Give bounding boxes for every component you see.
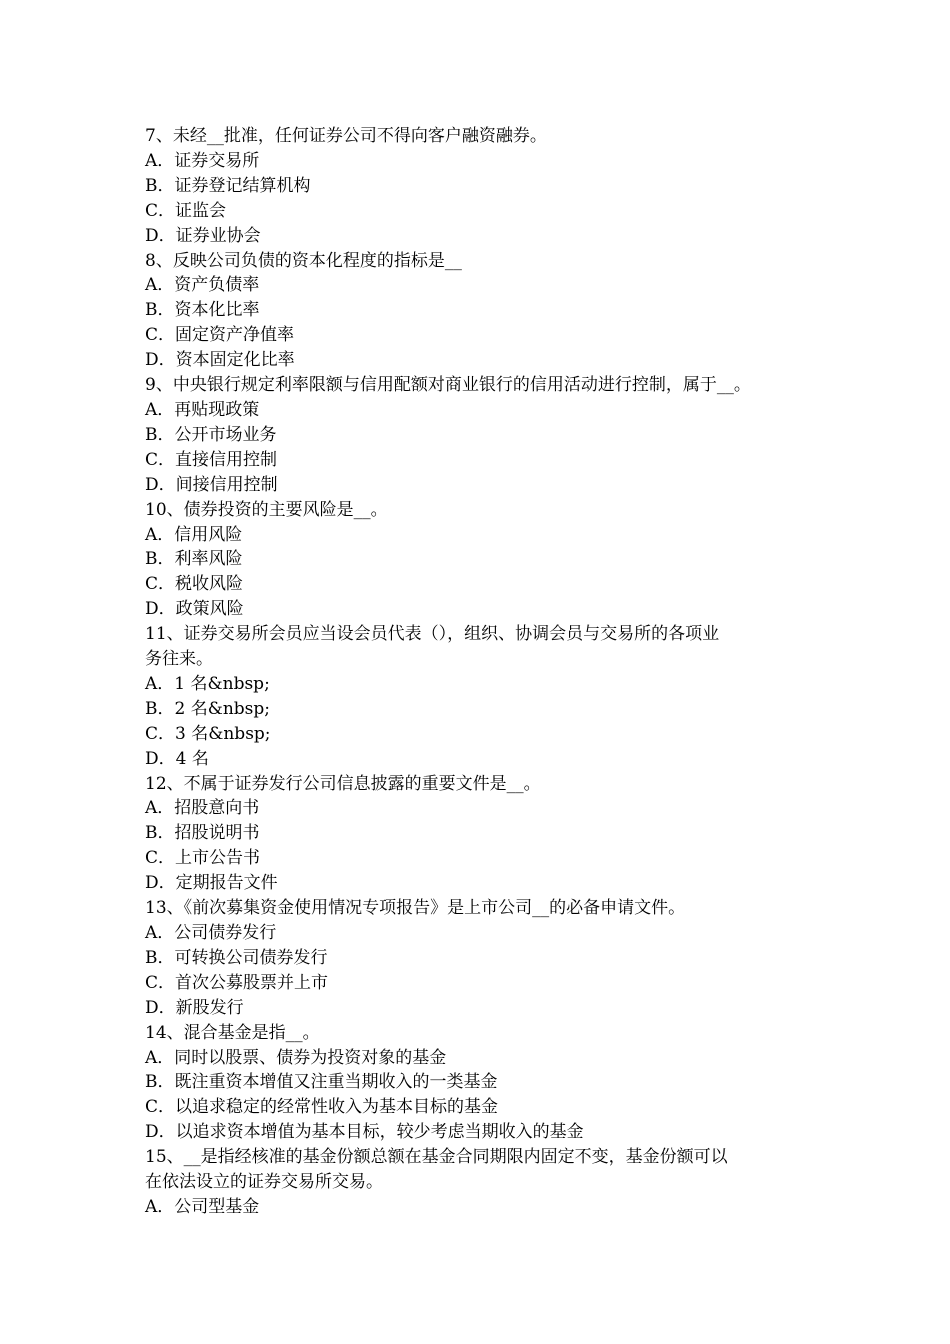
answer-option: B．公开市场业务 bbox=[145, 424, 277, 445]
answer-option: B．证券登记结算机构 bbox=[145, 175, 311, 196]
question-block bbox=[145, 772, 835, 897]
answer-option: C．证监会 bbox=[145, 200, 227, 221]
answer-option: B．利率风险 bbox=[145, 549, 243, 570]
answer-option: A．再贴现政策 bbox=[145, 399, 260, 420]
answer-option: A．公司型基金 bbox=[145, 1196, 260, 1217]
answer-option: D．间接信用控制 bbox=[145, 474, 278, 495]
answer-option: C．首次公募股票并上市 bbox=[145, 972, 329, 993]
answer-option: A．招股意向书 bbox=[145, 798, 260, 819]
answer-option: C．以追求稳定的经常性收入为基本目标的基金 bbox=[145, 1097, 499, 1118]
answer-option: D．新股发行 bbox=[145, 997, 244, 1018]
answer-option: D．4 名 bbox=[145, 748, 209, 769]
answer-option: B．可转换公司债券发行 bbox=[145, 947, 328, 968]
question-list bbox=[145, 124, 835, 1220]
question-stem: 在依法设立的证券交易所交易。 bbox=[145, 1172, 383, 1193]
answer-option: A．资产负债率 bbox=[145, 275, 260, 296]
question-stem: 12、不属于证券发行公司信息披露的重要文件是__。 bbox=[145, 773, 541, 794]
answer-option: A．证券交易所 bbox=[145, 150, 260, 171]
answer-option: C．3 名&nbsp; bbox=[145, 723, 271, 744]
answer-option: A．1 名&nbsp; bbox=[145, 673, 270, 694]
question-stem: 13、《前次募集资金使用情况专项报告》是上市公司__的必备申请文件。 bbox=[145, 898, 686, 919]
question-block bbox=[145, 124, 835, 249]
question-stem: 务往来。 bbox=[145, 649, 213, 670]
answer-option: D．以追求资本增值为基本目标，较少考虑当期收入的基金 bbox=[145, 1122, 584, 1143]
answer-option: B．招股说明书 bbox=[145, 823, 260, 844]
answer-option: D．政策风险 bbox=[145, 599, 244, 620]
answer-option: B．2 名&nbsp; bbox=[145, 698, 271, 719]
answer-option: A．信用风险 bbox=[145, 524, 243, 545]
question-stem: 15、__是指经核准的基金份额总额在基金合同期限内固定不变，基金份额可以 bbox=[145, 1147, 728, 1168]
answer-option: C．固定资产净值率 bbox=[145, 325, 295, 346]
question-block bbox=[145, 896, 835, 1021]
question-stem: 11、证券交易所会员应当设会员代表（），组织、协调会员与交易所的各项业 bbox=[145, 624, 720, 645]
question-block bbox=[145, 249, 835, 374]
question-block bbox=[145, 1145, 835, 1220]
answer-option: D．资本固定化比率 bbox=[145, 350, 295, 371]
question-block bbox=[145, 373, 835, 498]
answer-option: C．直接信用控制 bbox=[145, 449, 278, 470]
answer-option: C．上市公告书 bbox=[145, 848, 261, 869]
answer-option: B．既注重资本增值又注重当期收入的一类基金 bbox=[145, 1072, 498, 1093]
question-stem: 10、债券投资的主要风险是__。 bbox=[145, 499, 388, 520]
answer-option: B．资本化比率 bbox=[145, 300, 260, 321]
answer-option: A．同时以股票、债券为投资对象的基金 bbox=[145, 1047, 447, 1068]
question-stem: 7、未经__批准，任何证券公司不得向客户融资融券。 bbox=[145, 126, 547, 146]
question-block bbox=[145, 622, 835, 771]
answer-option: C．税收风险 bbox=[145, 574, 244, 595]
answer-option: D．定期报告文件 bbox=[145, 873, 278, 894]
answer-option: A．公司债券发行 bbox=[145, 923, 277, 943]
question-stem: 8、反映公司负债的资本化程度的指标是__ bbox=[145, 250, 462, 271]
answer-option: D．证券业协会 bbox=[145, 225, 261, 246]
question-stem: 14、混合基金是指__。 bbox=[145, 1022, 320, 1043]
question-block bbox=[145, 1021, 835, 1146]
question-block bbox=[145, 498, 835, 623]
question-stem: 9、中央银行规定利率限额与信用配额对商业银行的信用活动进行控制，属于__。 bbox=[145, 375, 751, 396]
